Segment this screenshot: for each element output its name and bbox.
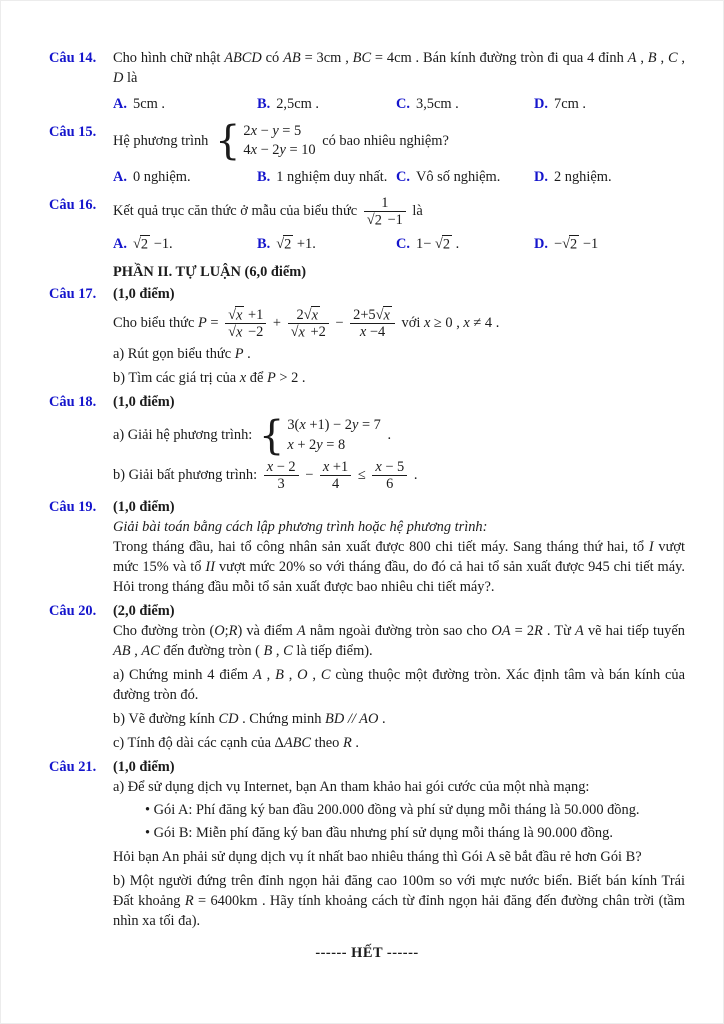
option-letter: A.	[113, 96, 127, 112]
question-16	[49, 195, 685, 256]
option-text: 1− √2 .	[416, 236, 460, 253]
option-letter: A.	[113, 236, 127, 253]
question-16-options	[113, 234, 685, 254]
option-letter: B.	[257, 168, 271, 185]
question-15-text: Hệ phương trình { 2x − y = 5 4x − 2y = 10 có bao nhiêu nghiệm?	[113, 118, 449, 165]
question-21-part-a: a) Để sử dụng dịch vụ Internet, bạn An tham khảo hai gói cước của một nhà mạng:	[113, 778, 590, 795]
option-text: √2 −1.	[133, 236, 173, 253]
question-20-points: (2,0 điểm)	[113, 602, 175, 619]
option-c	[396, 167, 534, 187]
question-17-body	[113, 284, 685, 388]
option-text: 2,5cm .	[276, 96, 319, 112]
question-18-body	[113, 392, 685, 492]
question-18-part-b: b) Giải bất phương trình: $\frac{x - 2}{3}$ − $\frac{x +1}{4}$ ≤ $\frac{x - 5}{6}$ .	[113, 459, 418, 493]
question-15	[49, 118, 685, 189]
option-a	[113, 94, 257, 114]
question-18	[49, 392, 685, 492]
option-text: √2 +1.	[276, 236, 316, 253]
question-20-part-c: c) Tính độ dài các cạnh của ΔABC theo R .	[113, 734, 359, 751]
option-letter: C.	[396, 168, 410, 185]
option-b	[257, 94, 396, 114]
option-c	[396, 234, 534, 254]
question-19-note: Giải bài toán bằng cách lập phương trình hoặc hệ phương trình:	[113, 518, 488, 535]
option-text: 1 nghiệm duy nhất.	[276, 168, 388, 185]
question-15-number: Câu 15.	[49, 124, 97, 140]
option-letter: C.	[396, 96, 410, 112]
question-17-part-b: b) Tìm các giá trị của x để P > 2 .	[113, 370, 306, 387]
question-21-option-b: • Gói B: Miễn phí đăng ký ban đầu nhưng phí sử dụng mỗi tháng là 90.000 đồng.	[145, 824, 613, 841]
option-letter: B.	[257, 96, 271, 112]
question-15-body	[113, 118, 685, 189]
question-14-options	[113, 94, 685, 114]
question-17-number: Câu 17.	[49, 286, 97, 303]
question-14-text: Cho hình chữ nhật ABCD có AB = 3cm , BC = 4cm . Bán kính đường tròn đi qua 4 đỉnh A , B , C , D là	[113, 50, 686, 86]
question-21	[49, 757, 685, 931]
question-17-points: (1,0 điểm)	[113, 286, 175, 303]
option-letter: D.	[534, 236, 548, 253]
option-letter: A.	[113, 168, 127, 185]
option-letter: D.	[534, 96, 548, 112]
question-21-body	[113, 757, 685, 931]
question-20-body	[113, 601, 685, 753]
option-d	[534, 167, 685, 187]
question-18-part-a: a) Giải hệ phương trình: { 3(x +1) − 2y = 7 x + 2y = 8 .	[113, 412, 392, 459]
question-20-part-a: a) Chứng minh 4 điểm A , B , O , C cùng thuộc một đường tròn. Xác định tâm và bán kính của đường tròn đó.	[113, 666, 685, 703]
question-20-text: Cho đường tròn (O;R) và điểm A nằm ngoài đường tròn sao cho OA = 2R . Từ A vẽ hai tiếp tuyến AB , AC đến đường tròn ( B , C là tiếp điểm).	[113, 622, 685, 659]
question-19	[49, 497, 685, 597]
option-b	[257, 234, 396, 254]
question-21-part-b: b) Một người đứng trên đỉnh ngọn hải đăng cao 100m so với mực nước biển. Biết bán kính Trái Đất khoảng R = 6400km . Hãy tính khoảng cách từ đỉnh ngọn hải đăng đến đường chân trời (tầm nhìn xa tối đa).	[113, 872, 685, 929]
question-17-formula: Cho biểu thức P = $\frac{√x +1}{√x -2}$ + $\frac{2√x}{√x +2}$ − $\frac{2+5√x}{x -4}$ với x ≥ 0 , x ≠ 4 .	[113, 307, 500, 341]
option-b	[257, 167, 396, 187]
question-19-text: Trong tháng đầu, hai tổ công nhân sản xuất được 800 chi tiết máy. Sang tháng thứ hai, tổ I vượt mức 15% và tổ II vượt mức 20% so với tháng đầu, do đó cả hai tổ sản xuất được 945 chi tiết máy. Hỏi trong tháng đầu mỗi tổ sản xuất được bao nhiêu chi tiết máy?.	[113, 538, 685, 595]
option-text: Vô số nghiệm.	[416, 168, 501, 185]
question-16-number: Câu 16.	[49, 196, 97, 213]
question-20-part-b: b) Vẽ đường kính CD . Chứng minh BD // AO .	[113, 710, 386, 727]
question-14-number: Câu 14.	[49, 50, 97, 66]
question-16-text: Kết quả trục căn thức ở mẫu của biểu thức $\frac{1}{√2 -1}$ là	[113, 194, 423, 228]
option-text: 2 nghiệm.	[554, 168, 612, 185]
question-15-options	[113, 167, 685, 187]
question-14-body	[113, 48, 685, 116]
option-a	[113, 167, 257, 187]
question-21-number: Câu 21.	[49, 758, 97, 775]
question-17-part-a: a) Rút gọn biểu thức P .	[113, 346, 251, 363]
question-21-question: Hỏi bạn An phải sử dụng dịch vụ ít nhất bao nhiêu tháng thì Gói A sẽ bắt đầu rẻ hơn Gói B?	[113, 848, 642, 865]
option-text: 7cm .	[554, 96, 586, 112]
option-d	[534, 94, 685, 114]
question-19-body	[113, 497, 685, 597]
question-20	[49, 601, 685, 753]
option-text: 3,5cm .	[416, 96, 459, 112]
part2-heading: PHẦN II. TỰ LUẬN (6,0 điểm)	[113, 264, 307, 281]
question-21-points: (1,0 điểm)	[113, 758, 175, 775]
option-text: 5cm .	[133, 96, 165, 112]
option-letter: C.	[396, 236, 410, 253]
question-17	[49, 284, 685, 388]
question-14	[49, 48, 685, 116]
question-19-number: Câu 19.	[49, 498, 97, 515]
option-letter: B.	[257, 236, 271, 253]
question-18-points: (1,0 điểm)	[113, 394, 175, 411]
question-16-body	[113, 195, 685, 256]
option-c	[396, 94, 534, 114]
end-marker: ------ HẾT ------	[315, 944, 419, 961]
option-d	[534, 234, 685, 254]
question-21-option-a: • Gói A: Phí đăng ký ban đầu 200.000 đồng và phí sử dụng mỗi tháng là 50.000 đồng.	[145, 801, 640, 818]
option-a	[113, 234, 257, 254]
option-text: 0 nghiệm.	[133, 168, 191, 185]
question-20-number: Câu 20.	[49, 602, 97, 619]
question-18-number: Câu 18.	[49, 394, 97, 411]
option-letter: D.	[534, 168, 548, 185]
question-19-points: (1,0 điểm)	[113, 498, 175, 515]
option-text: −√2 −1	[554, 236, 599, 253]
